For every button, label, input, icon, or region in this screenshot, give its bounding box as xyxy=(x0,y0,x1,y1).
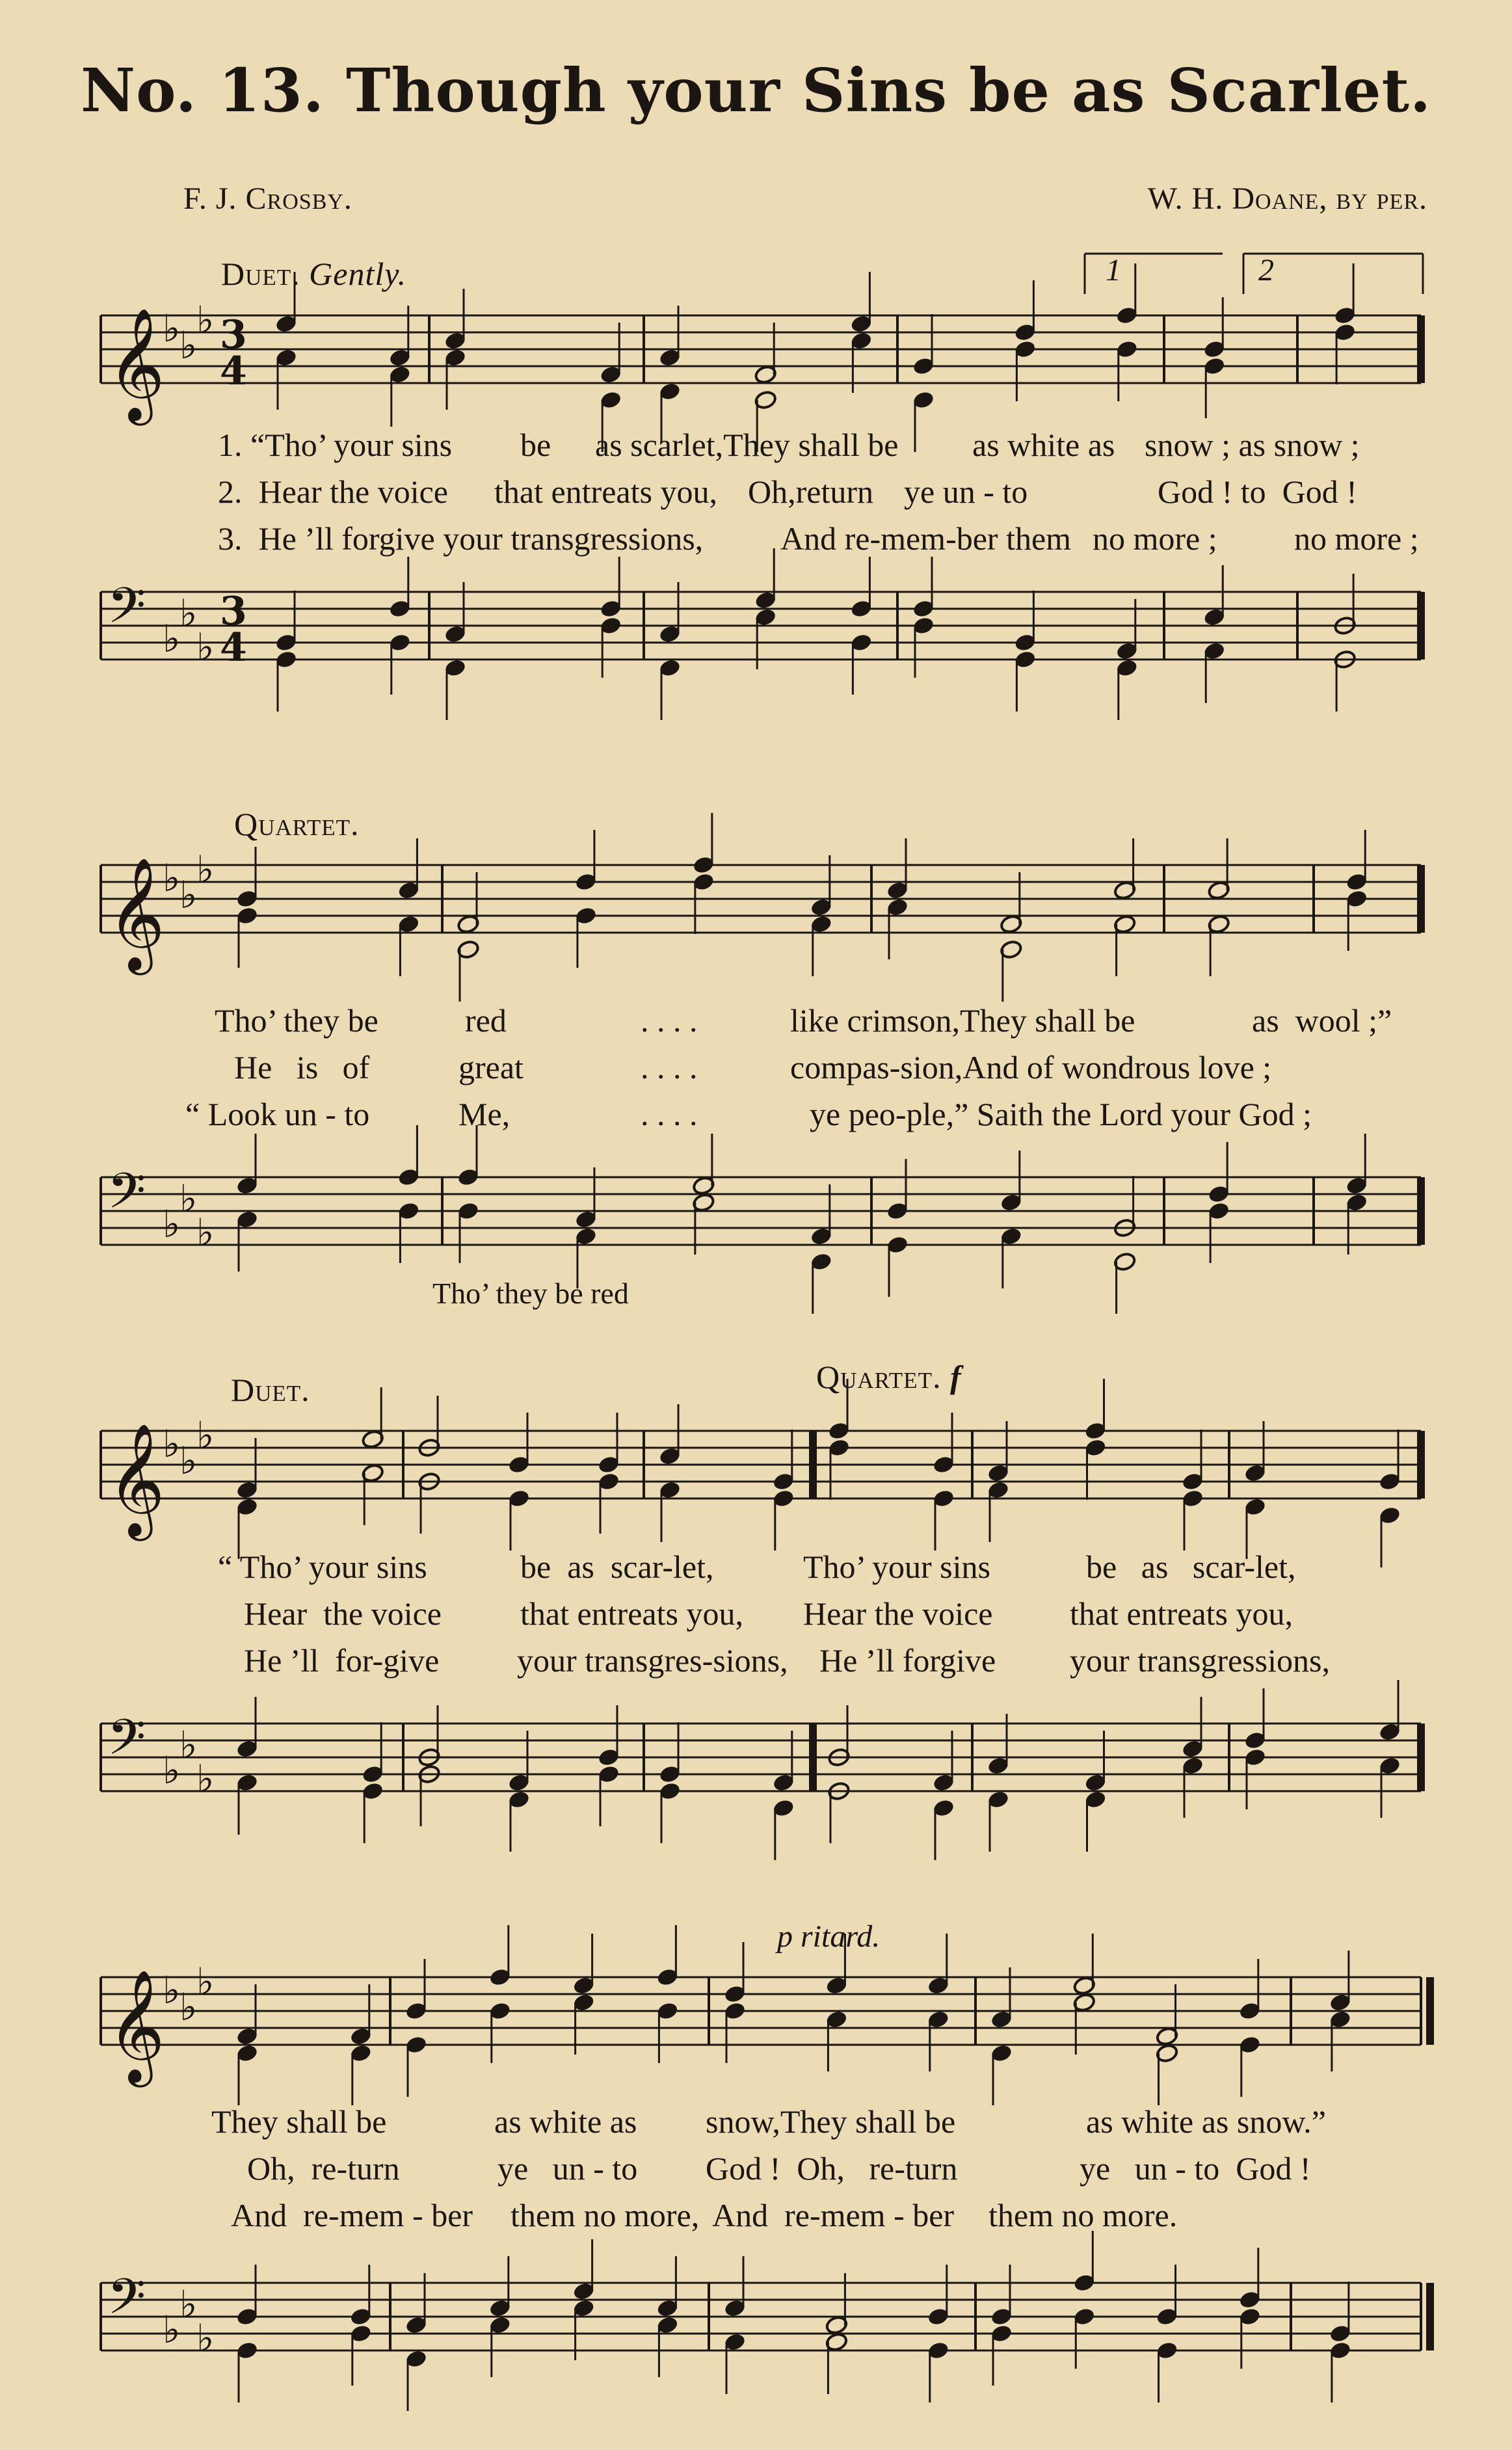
treble-staff-3 xyxy=(0,1411,1512,1541)
flat-sign: ♭ xyxy=(196,1757,215,1801)
verse-3-line-4: And re-mem - ber them no more, And re-mem - ber them no more. xyxy=(231,2197,1178,2233)
flat-sign: ♭ xyxy=(163,2308,181,2352)
direction-quartet-1: Quartet. xyxy=(234,806,360,842)
bass-staff-1 xyxy=(0,572,1512,702)
bass-staff-3 xyxy=(0,1704,1512,1834)
flat-sign: ♭ xyxy=(163,1968,181,2012)
flat-sign: ♭ xyxy=(163,1202,181,1246)
bass-clef: 𝄢 xyxy=(107,1162,146,1232)
treble-staff-1 xyxy=(0,296,1512,426)
bass-staff-4 xyxy=(0,2263,1512,2393)
second-ending-number: 2 xyxy=(1258,253,1274,287)
flat-sign: ♭ xyxy=(179,873,198,917)
ritard-marking: p ritard. xyxy=(777,1919,881,1954)
direction-duet-2: Duet. xyxy=(231,1372,310,1408)
flat-sign: ♭ xyxy=(179,1439,198,1483)
time-signature-top: 3 xyxy=(220,312,247,358)
bass-clef: 𝄢 xyxy=(107,1709,146,1778)
verse-2-line-3: Hear the voice that entreats you, Hear the voice that entreats you, xyxy=(244,1595,1293,1632)
composer-credit: W. H. Doane, by per. xyxy=(1147,181,1427,216)
verse-1-line-3: “ Tho’ your sins be as scar-let, Tho’ your sins be as scar-let, xyxy=(218,1549,1296,1585)
flat-sign: ♭ xyxy=(179,2282,198,2326)
flat-sign: ♭ xyxy=(196,1960,215,2004)
bass-clef: 𝄢 xyxy=(107,577,146,646)
direction-quartet-2: Quartet. f xyxy=(816,1359,962,1395)
flat-sign: ♭ xyxy=(196,1413,215,1458)
flat-sign: ♭ xyxy=(163,306,181,351)
hymn-title: No. 13. Though your Sins be as Scarlet. xyxy=(80,55,1431,126)
flat-sign: ♭ xyxy=(179,591,198,635)
time-signature-top: 3 xyxy=(220,589,247,634)
treble-clef: 𝄞 xyxy=(107,1423,165,1536)
time-signature-bottom: 4 xyxy=(220,625,247,671)
verse-3-line-3: He ’ll for-give your transgres-sions, He ’ll forgive your transgressions, xyxy=(244,1642,1330,1679)
tempo-marking: Gently. xyxy=(309,256,407,292)
flat-sign: ♭ xyxy=(196,2316,215,2360)
verse-1-line-1: 1. “Tho’ your sins be as scarlet,They shall be as white as snow ; as snow ; xyxy=(218,427,1360,463)
verse-3-line-2: “ Look un - to Me, . . . . ye peo-ple,” Saith the Lord your God ; xyxy=(185,1096,1312,1132)
bass-staff-2 xyxy=(0,1158,1512,1288)
flat-sign: ♭ xyxy=(163,1422,181,1466)
verse-1-line-2: Tho’ they be red . . . . like crimson,They shall be as wool ;” xyxy=(215,1002,1392,1039)
dynamic-forte: f xyxy=(950,1359,962,1395)
bass-lyric: Tho’ they be red xyxy=(432,1277,629,1310)
first-ending-number: 1 xyxy=(1106,253,1121,287)
direction-duet-1: Duet. Gently. xyxy=(221,256,407,292)
flat-sign: ♭ xyxy=(196,1210,215,1255)
time-signature-bottom: 4 xyxy=(220,349,247,394)
flat-sign: ♭ xyxy=(179,1177,198,1221)
treble-staff-2 xyxy=(0,846,1512,976)
treble-staff-4 xyxy=(0,1958,1512,2088)
flat-sign: ♭ xyxy=(196,298,215,342)
lyricist-credit: F. J. Crosby. xyxy=(183,181,352,216)
flat-sign: ♭ xyxy=(163,856,181,900)
flat-sign: ♭ xyxy=(179,323,198,367)
verse-2-line-2: He is of great . . . . compas-sion,And of wondrous love ; xyxy=(234,1049,1272,1085)
verse-1-line-4: They shall be as white as snow,They shall be as white as snow.” xyxy=(211,2103,1326,2140)
treble-clef: 𝄞 xyxy=(107,308,165,421)
flat-sign: ♭ xyxy=(179,1723,198,1767)
verse-2-line-4: Oh, re-turn ye un - to God ! Oh, re-turn ye un - to God ! xyxy=(247,2150,1311,2187)
treble-clef: 𝄞 xyxy=(107,857,165,970)
flat-sign: ♭ xyxy=(163,1748,181,1792)
flat-sign: ♭ xyxy=(196,847,215,892)
flat-sign: ♭ xyxy=(163,617,181,661)
treble-clef: 𝄞 xyxy=(107,1969,165,2083)
verse-3-line-1: 3. He ’ll forgive your transgressions, And re-mem-ber them no more ; no more ; xyxy=(218,520,1419,557)
bass-clef: 𝄢 xyxy=(107,2268,146,2337)
flat-sign: ♭ xyxy=(196,625,215,669)
verse-2-line-1: 2. Hear the voice that entreats you, Oh,return ye un - to God ! to God ! xyxy=(218,473,1357,510)
flat-sign: ♭ xyxy=(179,1985,198,2029)
